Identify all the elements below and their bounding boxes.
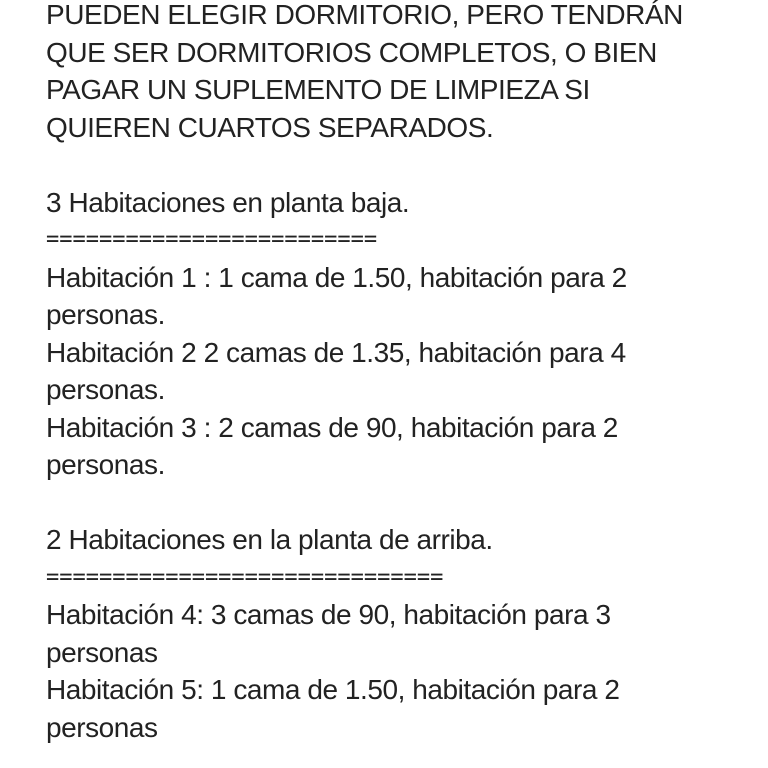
blank-line bbox=[46, 484, 746, 522]
room-line: personas. bbox=[46, 299, 165, 330]
room-line: Habitación 5: 1 cama de 1.50, habitación para 2 bbox=[46, 674, 620, 705]
room-line: personas bbox=[46, 636, 158, 668]
intro-line: QUE SER DORMITORIOS COMPLETOS, O BIEN bbox=[46, 36, 657, 68]
room-line: personas bbox=[46, 711, 158, 743]
room-line: Habitación 1 : 1 cama de 1.50, habitación para 2 bbox=[46, 261, 627, 293]
ground-floor-heading: 3 Habitaciones en planta baja. bbox=[46, 186, 410, 218]
upper-floor-divider: ============================== bbox=[46, 564, 444, 590]
upper-floor-heading: 2 Habitaciones en la planta de arriba. bbox=[46, 524, 493, 555]
blank-line bbox=[46, 146, 746, 184]
room-line: Habitación 4: 3 camas de 90, habitación para 3 bbox=[46, 599, 611, 630]
intro-line: PAGAR UN SUPLEMENTO DE LIMPIEZA SI bbox=[46, 74, 590, 105]
room-line: personas. bbox=[46, 449, 165, 480]
ground-floor-divider: ========================= bbox=[46, 227, 378, 252]
listing-description-text bbox=[46, 0, 746, 746]
room-line: Habitación 2 2 camas de 1.35, habitación para 4 bbox=[46, 336, 626, 368]
intro-line: PUEDEN ELEGIR DORMITORIO, PERO TENDRÁN bbox=[46, 0, 683, 30]
intro-line: QUIEREN CUARTOS SEPARADOS. bbox=[46, 111, 494, 143]
room-line: personas. bbox=[46, 374, 165, 405]
room-line: Habitación 3 : 2 camas de 90, habitación para 2 bbox=[46, 411, 618, 443]
